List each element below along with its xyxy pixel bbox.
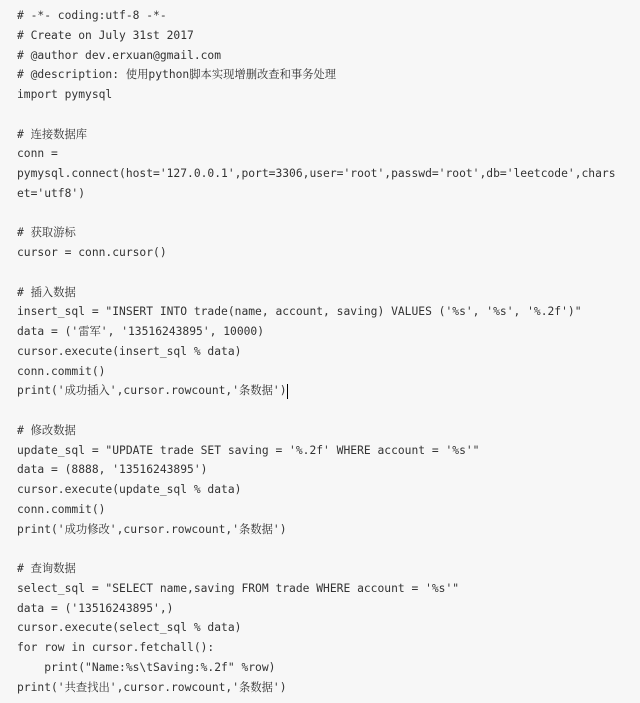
code-line-28 <box>17 539 640 559</box>
code-line-7: # 连接数据库 <box>17 127 88 141</box>
code-line-32: cursor.execute(select_sql % data) <box>17 621 242 635</box>
code-line-12: # 获取游标 <box>17 226 76 240</box>
code-line-24: data = (8888, '13516243895') <box>17 463 208 477</box>
code-line-26: conn.commit() <box>17 502 106 516</box>
code-line-8: conn = <box>17 147 58 161</box>
code-line-34: print("Name:%s\tSaving:%.2f" %row) <box>17 660 276 674</box>
code-line-23: update_sql = "UPDATE trade SET saving = '%.2f' WHERE account = '%s'" <box>17 443 480 457</box>
code-line-5: import pymysql <box>17 88 113 101</box>
code-line-3: # @author dev.erxuan@gmail.com <box>17 48 222 62</box>
code-line-27: print('成功修改',cursor.rowcount,'条数据') <box>17 522 287 536</box>
code-line-4: # @description: 使用python脚本实现增删改查和事务处理 <box>17 68 337 82</box>
code-line-1: # -*- coding:utf-8 -*- <box>17 9 167 22</box>
code-line-19: conn.commit() <box>17 364 106 378</box>
code-line-10: et='utf8') <box>17 186 86 200</box>
code-line-31: data = ('13516243895',) <box>17 601 174 615</box>
code-line-15: # 插入数据 <box>17 285 76 299</box>
code-line-11 <box>17 204 640 224</box>
code-line-35: print('共查找出',cursor.rowcount,'条数据') <box>17 680 287 694</box>
code-line-6 <box>17 105 640 125</box>
code-line-25: cursor.execute(update_sql % data) <box>17 483 242 496</box>
code-line-33: for row in cursor.fetchall(): <box>17 641 215 654</box>
code-line-18: cursor.execute(insert_sql % data) <box>17 344 242 358</box>
code-line-16: insert_sql = "INSERT INTO trade(name, account, saving) VALUES ('%s', '%s', '%.2f')" <box>17 305 582 319</box>
code-line-17: data = ('雷军', '13516243895', 10000) <box>17 325 265 338</box>
code-line-29: # 查询数据 <box>17 562 76 575</box>
code-line-14 <box>17 263 640 283</box>
code-line-13: cursor = conn.cursor() <box>17 246 167 259</box>
code-line-20 <box>17 381 640 401</box>
code-line-30: select_sql = "SELECT name,saving FROM trade WHERE account = '%s'" <box>17 581 460 595</box>
code-line-22: # 修改数据 <box>17 423 76 437</box>
text-cursor <box>287 384 288 399</box>
code-line-20-text: print('成功插入',cursor.rowcount,'条数据') <box>17 384 287 398</box>
code-line-9: pymysql.connect(host='127.0.0.1',port=3306,user='root',passwd='root',db='leetcode',chars <box>17 167 616 180</box>
code-line-2: # Create on July 31st 2017 <box>17 28 194 42</box>
code-line-21 <box>17 401 640 421</box>
